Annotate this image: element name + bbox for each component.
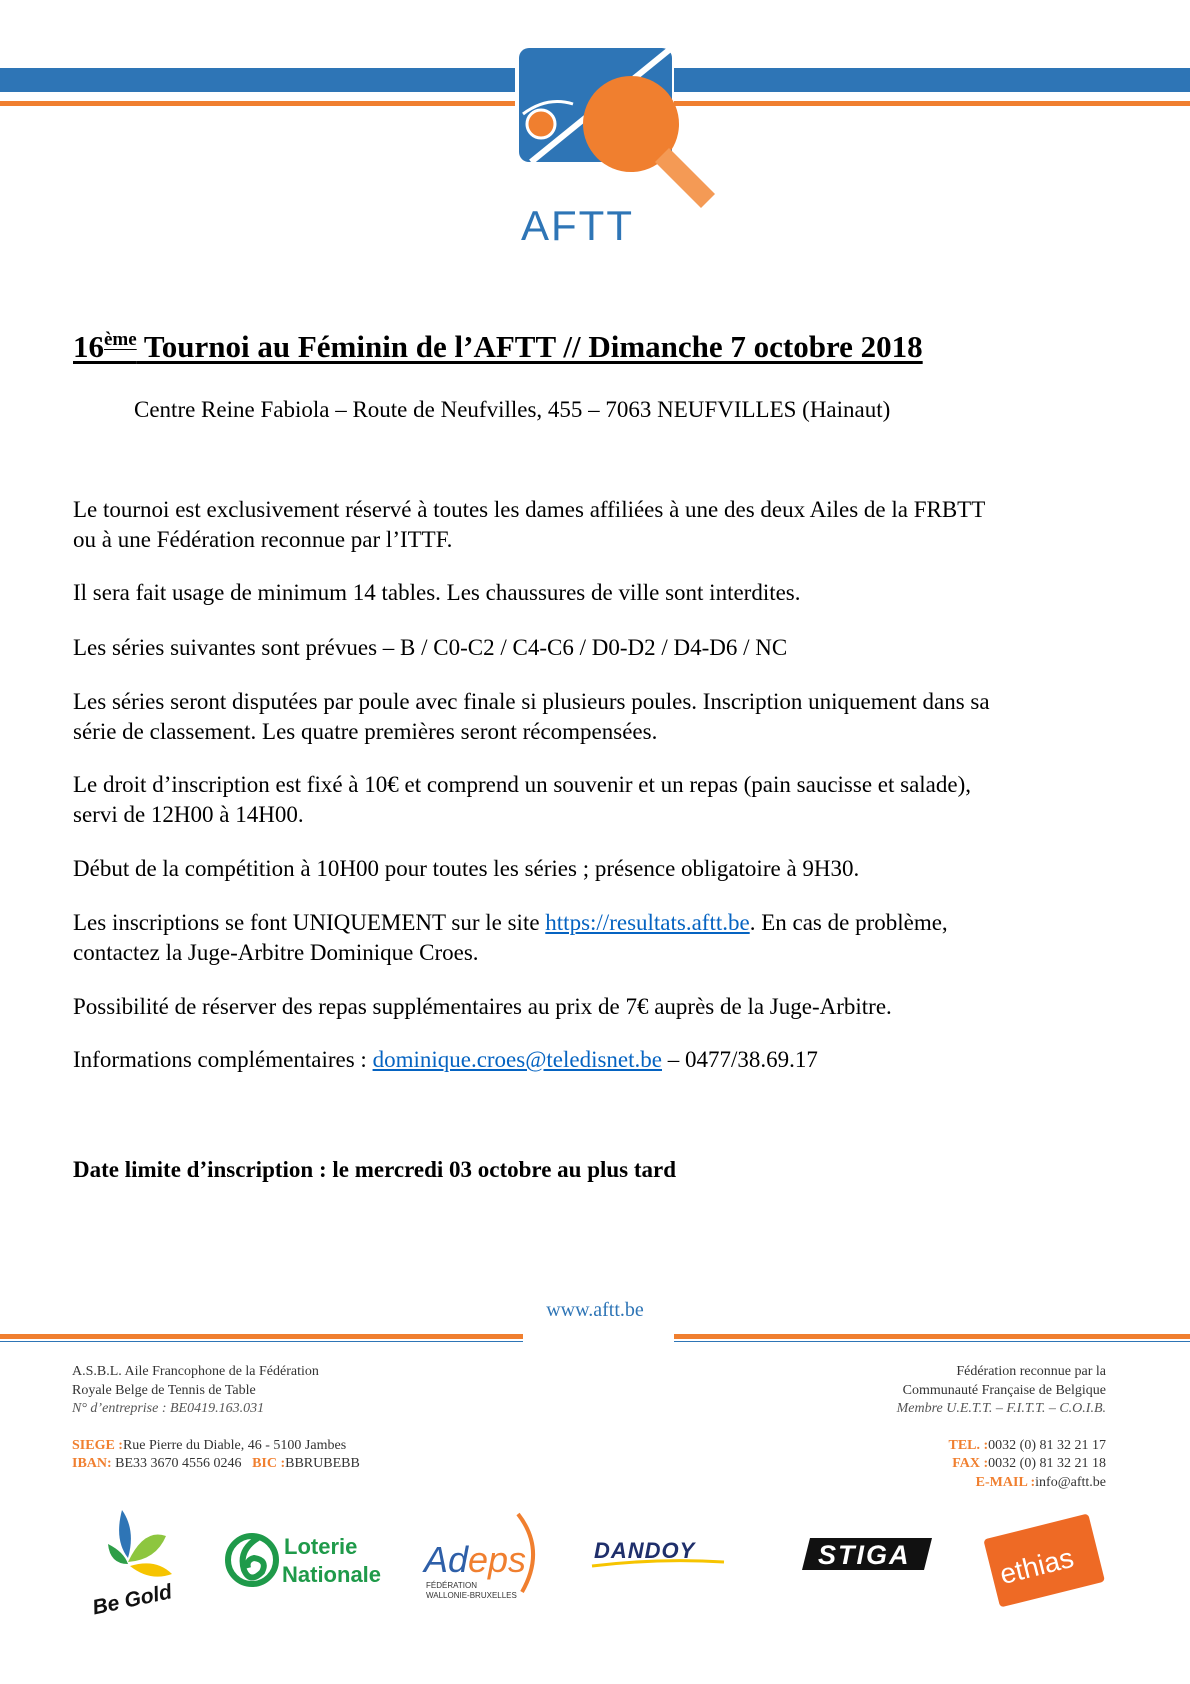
membership-info: Membre U.E.T.T. – F.I.T.T. – C.O.I.B. bbox=[896, 1401, 1106, 1416]
be-gold-text: Be Gold bbox=[90, 1580, 174, 1620]
paragraph-contact bbox=[73, 1045, 1173, 1075]
loterie-nationale-logo bbox=[224, 1500, 384, 1620]
footer-email bbox=[897, 1474, 1106, 1493]
contact-text-before: Informations complémentaires : bbox=[73, 1047, 373, 1072]
email-value: info@aftt.be bbox=[1035, 1474, 1106, 1490]
footer-divider-right-thin bbox=[674, 1341, 1190, 1342]
footer-right-line2: Communauté Française de Belgique bbox=[902, 1382, 1106, 1398]
loterie-text-line2: Nationale bbox=[282, 1562, 382, 1587]
paragraph-fee: Le droit d’inscription est fixé à 10€ et comprend un souvenir et un repas (pain saucisse et salade), servi de 12H00 à 14H00. bbox=[73, 772, 971, 827]
siege-label: SIEGE : bbox=[72, 1437, 123, 1453]
adeps-sub-line2: WALLONIE-BRUXELLES bbox=[426, 1591, 517, 1600]
contact-phone: – 0477/38.69.17 bbox=[662, 1047, 818, 1072]
paragraph-eligibility: Le tournoi est exclusivement réservé à toutes les dames affiliées à une des deux Ailes de la FRBTT ou à une Fédération reconnue par l’ITTF. bbox=[73, 497, 986, 552]
sponsor-stiga bbox=[800, 1500, 935, 1620]
title-superscript: ème bbox=[104, 329, 137, 350]
loterie-text-line1: Loterie bbox=[284, 1534, 358, 1559]
stiga-text: STIGA bbox=[818, 1540, 911, 1570]
document-title bbox=[73, 320, 923, 367]
paragraph-tables: Il sera fait usage de minimum 14 tables. Les chaussures de ville sont interdites. bbox=[73, 580, 801, 605]
siege-value: Rue Pierre du Diable, 46 - 5100 Jambes bbox=[122, 1437, 347, 1453]
iban-value: BE33 3670 4556 0246 bbox=[111, 1456, 242, 1471]
footer-tel bbox=[897, 1437, 1106, 1456]
email-label: E-MAIL : bbox=[975, 1474, 1036, 1490]
stiga-logo bbox=[800, 1500, 935, 1620]
fax-value: 0032 (0) 81 32 21 18 bbox=[988, 1456, 1106, 1471]
company-number: N° d’entreprise : BE0419.163.031 bbox=[72, 1401, 265, 1416]
footer-left-line2: Royale Belge de Tennis de Table bbox=[72, 1382, 256, 1398]
footer-contact-info bbox=[897, 1363, 1106, 1492]
footer-right-spacer bbox=[897, 1419, 1106, 1437]
footer-bank bbox=[72, 1455, 360, 1474]
registration-text-before: Les inscriptions se font UNIQUEMENT sur le site bbox=[73, 910, 546, 935]
footer-siege bbox=[72, 1437, 360, 1456]
aftt-logo-graphic bbox=[517, 44, 717, 248]
adeps-text-eps: eps bbox=[468, 1539, 527, 1580]
adeps-text-ad: Ad bbox=[424, 1539, 469, 1580]
footer-right-line1: Fédération reconnue par la bbox=[956, 1364, 1106, 1379]
ethias-text: ethias bbox=[996, 1541, 1077, 1591]
dandoy-logo bbox=[588, 1500, 728, 1620]
footer-left-spacer bbox=[72, 1419, 360, 1437]
contact-email-link[interactable]: dominique.croes@teledisnet.be bbox=[372, 1047, 662, 1072]
results-site-link[interactable]: https://resultats.aftt.be bbox=[545, 910, 750, 935]
website-link[interactable]: www.aftt.be bbox=[546, 1299, 644, 1321]
adeps-sub-line1: FÉDÉRATION bbox=[426, 1581, 477, 1590]
bic-label: BIC : bbox=[252, 1456, 286, 1471]
paragraph-start-time: Début de la compétition à 10H00 pour toutes les séries ; présence obligatoire à 9H30. bbox=[73, 856, 860, 881]
tel-label: TEL. : bbox=[948, 1437, 989, 1453]
sponsor-adeps bbox=[418, 1500, 548, 1620]
footer-fax bbox=[897, 1455, 1106, 1474]
ethias-logo bbox=[980, 1500, 1105, 1620]
sponsor-dandoy bbox=[588, 1500, 728, 1620]
sponsor-loterie-nationale bbox=[224, 1500, 384, 1620]
tel-value: 0032 (0) 81 32 21 17 bbox=[988, 1437, 1106, 1453]
header-bar-left bbox=[0, 68, 515, 92]
aftt-logo-text: AFTT bbox=[521, 202, 634, 248]
footer-divider-right bbox=[674, 1334, 1190, 1339]
footer-divider-left-thin bbox=[0, 1341, 523, 1342]
title-number: 16 bbox=[73, 329, 104, 364]
registration-deadline: Date limite d’inscription : le mercredi 03 octobre au plus tard bbox=[73, 1157, 677, 1182]
aftt-logo bbox=[517, 44, 717, 248]
footer-left-line1: A.S.B.L. Aile Francophone de la Fédération bbox=[72, 1364, 319, 1379]
title-text: Tournoi au Féminin de l’AFTT // Dimanche 7 octobre 2018 bbox=[136, 329, 923, 364]
footer-divider-left bbox=[0, 1334, 523, 1339]
header-accent-left bbox=[0, 101, 515, 106]
bic-value: BBRUBEBB bbox=[285, 1456, 360, 1471]
adeps-logo bbox=[418, 1500, 548, 1620]
footer-organisation-info bbox=[72, 1363, 360, 1474]
fax-label: FAX : bbox=[952, 1456, 989, 1471]
iban-label: IBAN: bbox=[72, 1456, 112, 1471]
paragraph-extra-meals: Possibilité de réserver des repas supplémentaires au prix de 7€ auprès de la Juge-Arbitre. bbox=[73, 994, 892, 1019]
header-bar-right bbox=[674, 68, 1190, 92]
header-accent-right bbox=[674, 101, 1190, 106]
venue-address: Centre Reine Fabiola – Route de Neufvilles, 455 – 7063 NEUFVILLES (Hainaut) bbox=[134, 397, 891, 422]
paragraph-series: Les séries suivantes sont prévues – B / C0-C2 / C4-C6 / D0-D2 / D4-D6 / NC bbox=[73, 635, 788, 660]
sponsor-be-gold bbox=[84, 1500, 184, 1620]
dandoy-text: DANDOY bbox=[594, 1538, 696, 1563]
paragraph-format: Les séries seront disputées par poule avec finale si plusieurs poules. Inscription uniquement dans sa série de classement. Les quatre premières seront récompensées. bbox=[73, 689, 990, 744]
paragraph-registration bbox=[73, 908, 1173, 968]
registration-text-after: . En cas de problème, contactez la Juge-Arbitre Dominique Croes. bbox=[73, 910, 948, 965]
be-gold-logo bbox=[84, 1500, 184, 1620]
sponsor-ethias bbox=[980, 1500, 1105, 1620]
